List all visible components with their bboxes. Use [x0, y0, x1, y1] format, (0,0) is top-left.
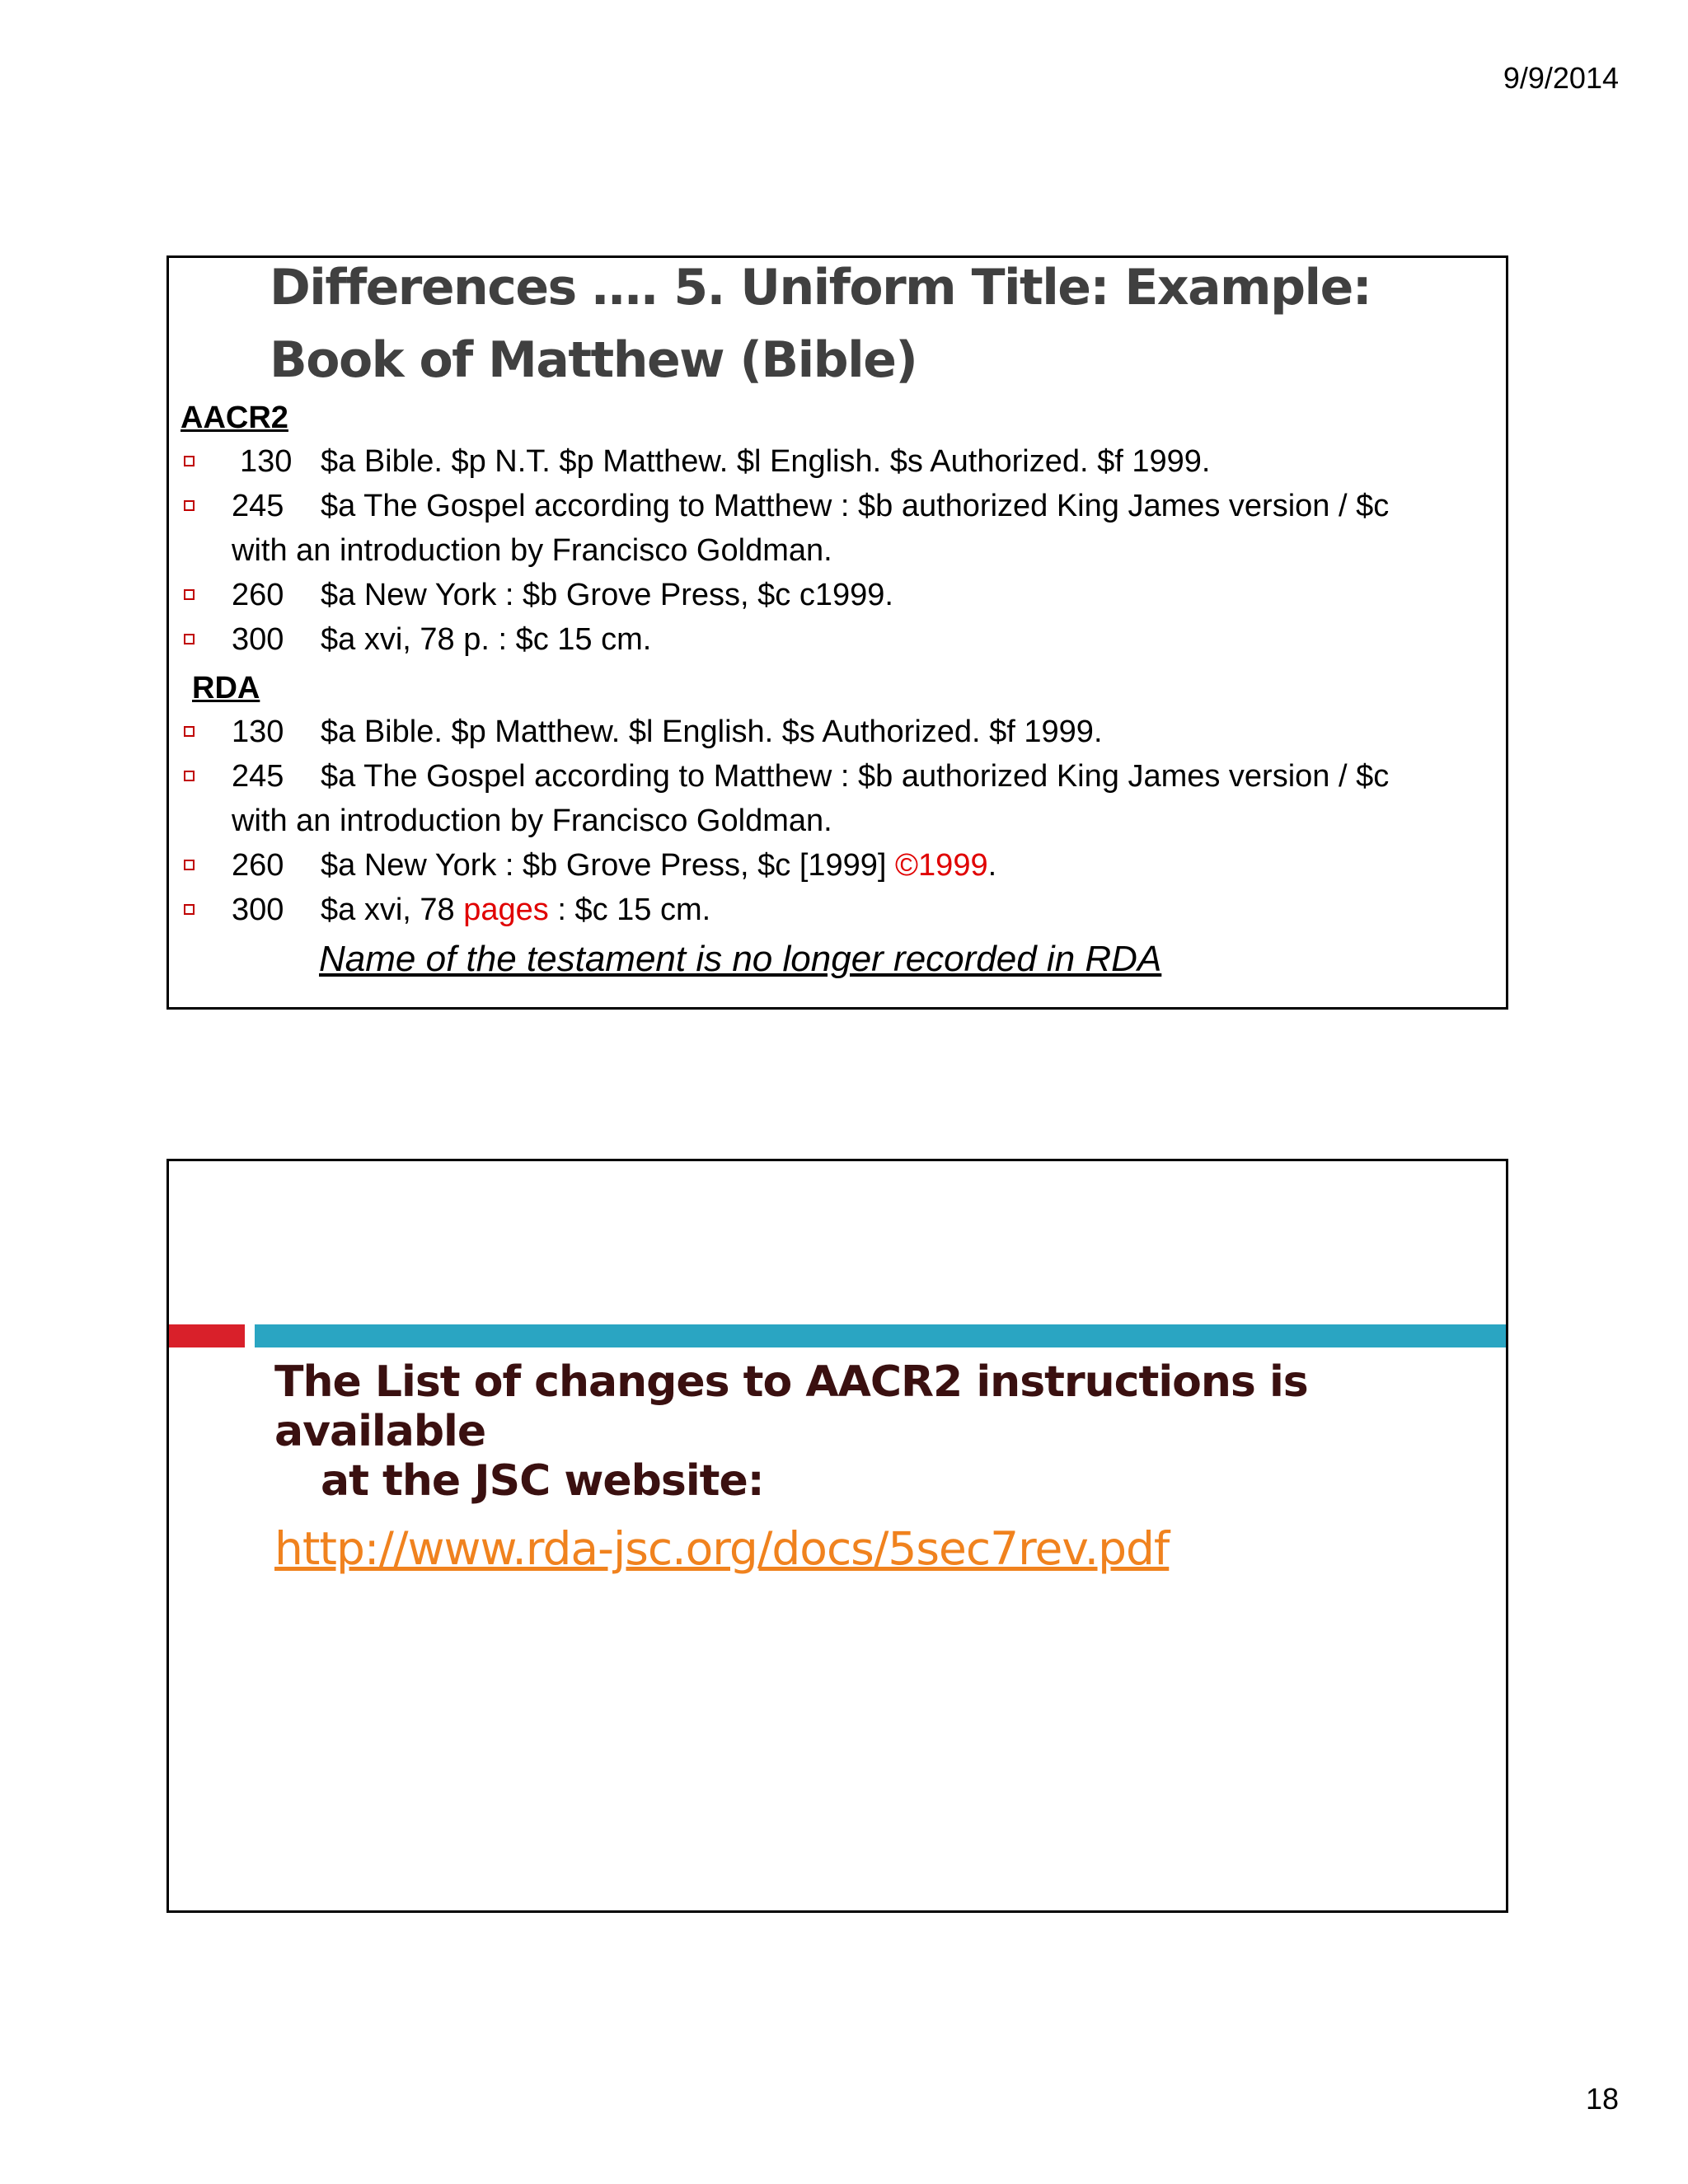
square-bullet-icon	[184, 634, 195, 644]
rda-record-260	[181, 843, 1499, 888]
square-bullet-icon	[184, 860, 195, 870]
square-bullet-icon	[184, 771, 195, 781]
slide-heading	[274, 1357, 1445, 1506]
marc-tag: 245	[232, 759, 284, 794]
slide-heading-line-1: The List of changes to AACR2 instructions is available	[274, 1357, 1308, 1456]
marc-field-text: $a The Gospel according to Matthew : $b authorized King James version / $c	[321, 489, 1390, 523]
accent-bar-blue	[255, 1324, 1508, 1347]
aacr2-heading: AACR2	[181, 401, 288, 435]
accent-bar-red	[169, 1324, 245, 1347]
marc-field-text-end: .	[987, 848, 997, 883]
square-bullet-icon	[184, 904, 195, 915]
slide-uniform-title-example	[166, 255, 1508, 1010]
marc-field-text: $a Bible. $p N.T. $p Matthew. $l English. $s Authorized. $f 1999.	[321, 444, 1211, 479]
square-bullet-icon	[184, 726, 195, 737]
rda-heading: RDA	[192, 671, 260, 705]
slide-heading-line-2: at the JSC website:	[321, 1456, 764, 1506]
marc-tag: 130	[240, 444, 293, 479]
marc-field-text: $a xvi, 78 p. : $c 15 cm.	[321, 622, 652, 657]
marc-field-text-end: : $c 15 cm.	[548, 893, 711, 927]
marc-field-continuation: with an introduction by Francisco Goldman.	[232, 804, 832, 838]
square-bullet-icon	[184, 500, 195, 511]
square-bullet-icon	[184, 589, 195, 600]
marc-tag: 245	[232, 489, 284, 523]
aacr2-record-300	[181, 617, 1499, 662]
slide-title: Differences …. 5. Uniform Title: Example: Book of Matthew (Bible)	[270, 259, 1372, 389]
marc-field-text: $a xvi, 78	[321, 893, 464, 927]
marc-field-continuation: with an introduction by Francisco Goldman.	[232, 533, 832, 568]
page-number: 18	[1585, 2082, 1619, 2116]
marc-tag: 260	[232, 848, 284, 883]
marc-field-text: $a New York : $b Grove Press, $c c1999.	[321, 578, 893, 612]
aacr2-record-260	[181, 573, 1499, 617]
jsc-document-link[interactable]: http://www.rda-jsc.org/docs/5sec7rev.pdf	[274, 1522, 1170, 1575]
slide-note: Name of the testament is no longer recorded in RDA	[319, 939, 1162, 979]
slide-body	[181, 396, 1499, 985]
slide-jsc-website	[166, 1159, 1508, 1913]
marc-field-text: $a New York : $b Grove Press, $c [1999]	[321, 848, 896, 883]
rda-record-130	[181, 710, 1499, 754]
marc-tag: 260	[232, 578, 284, 612]
rda-record-300	[181, 888, 1499, 932]
square-bullet-icon	[184, 456, 195, 466]
highlighted-change: ©1999	[895, 848, 988, 883]
marc-field-text: $a Bible. $p Matthew. $l English. $s Authorized. $f 1999.	[321, 715, 1103, 749]
marc-tag: 300	[232, 622, 284, 657]
marc-tag: 130	[232, 715, 284, 749]
rda-record-245	[181, 754, 1499, 843]
aacr2-record-245	[181, 484, 1499, 573]
marc-field-text: $a The Gospel according to Matthew : $b authorized King James version / $c	[321, 759, 1390, 794]
marc-tag: 300	[232, 893, 284, 927]
aacr2-record-130	[181, 439, 1499, 484]
highlighted-change: pages	[463, 893, 549, 927]
page-date: 9/9/2014	[1503, 61, 1619, 95]
